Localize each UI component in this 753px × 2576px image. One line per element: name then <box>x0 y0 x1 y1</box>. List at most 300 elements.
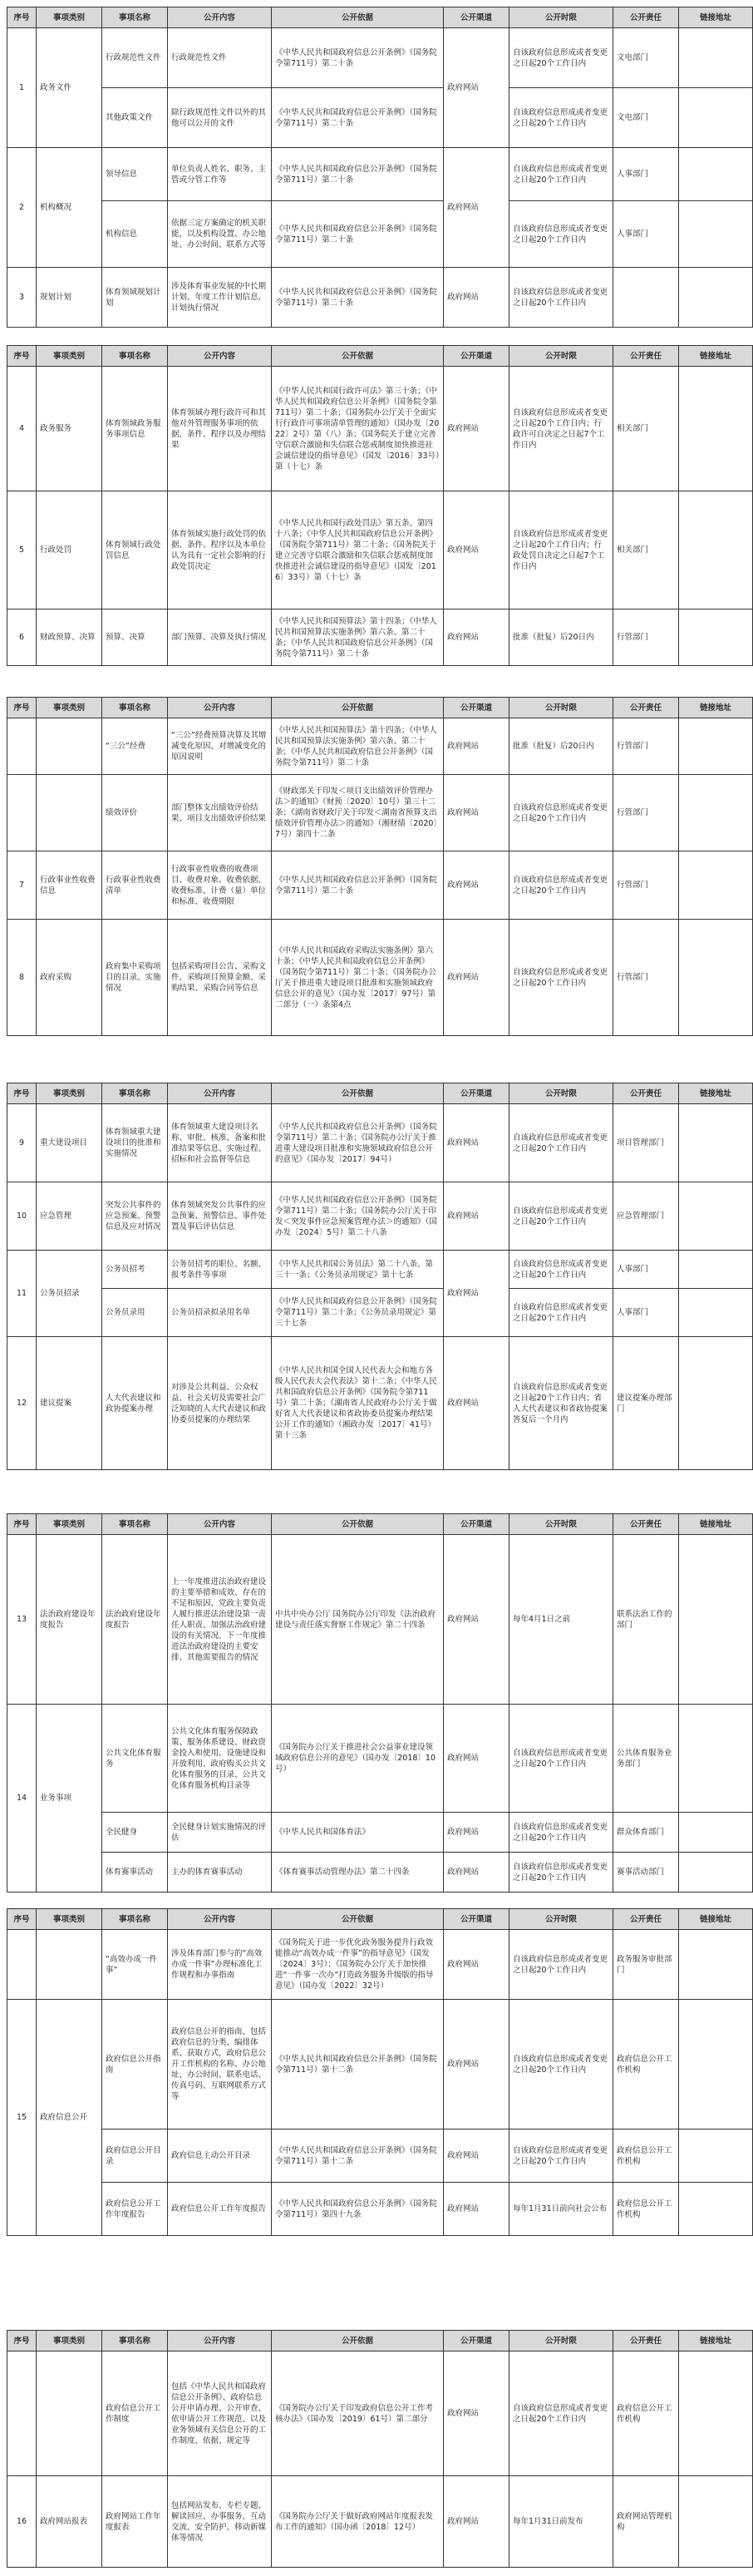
header-category: 事项类别 <box>37 2331 102 2351</box>
cell-no: 1 <box>7 28 37 148</box>
table-row <box>7 1813 753 1853</box>
cell-content: 体育领域实施行政处罚的依据、条件、程序以及本单位认为具有一定社会影响的行政处罚决定 <box>168 491 272 609</box>
header-link: 链接地址 <box>679 1909 753 1930</box>
cell-time: 自该政府信息形成或者变更之日起20个工作日内 <box>509 920 613 1036</box>
cell-responsibility: 相关部门 <box>613 367 679 491</box>
header-category: 事项类别 <box>37 1514 102 1535</box>
header-responsibility: 公开责任 <box>613 1083 679 1104</box>
header-basis: 公开依据 <box>272 2331 444 2351</box>
cell-responsibility: 文电部门 <box>613 88 679 148</box>
cell-channel: 政府网站 <box>444 28 509 148</box>
cell-responsibility: 群众体育部门 <box>613 1813 679 1853</box>
cell-time: 自该政府信息形成或者变更之日起20个工作日内 <box>509 1289 613 1337</box>
cell-basis: 《中华人民共和国政府信息公开条例》（国务院令第711号）第二十条 <box>272 851 444 920</box>
cell-category: 业务事项 <box>37 1705 102 1893</box>
cell-content: 公务员招录拟录用名单 <box>168 1289 272 1337</box>
cell-category: 政府采购 <box>37 920 102 1036</box>
cell-category: 规划计划 <box>37 268 102 328</box>
cell-no: 11 <box>7 1251 37 1337</box>
cell-content: 体育领域突发公共事件的应急预案、预警信息、事件处置及事后评估信息 <box>168 1182 272 1251</box>
header-name: 事项名称 <box>102 2331 168 2351</box>
cell-time: 每年1月31日前发布 <box>509 2476 613 2568</box>
header-no: 序号 <box>7 7 37 28</box>
header-category: 事项类别 <box>37 698 102 718</box>
cell-no: 5 <box>7 491 37 609</box>
cell-link[interactable] <box>679 2183 753 2236</box>
header-content: 公开内容 <box>168 698 272 718</box>
header-link: 链接地址 <box>679 2331 753 2351</box>
table-row <box>7 201 753 268</box>
header-name: 事项名称 <box>102 346 168 367</box>
table-row <box>7 920 753 1036</box>
cell-link[interactable] <box>679 775 753 851</box>
cell-basis: 《体育赛事活动管理办法》第二十四条 <box>272 1853 444 1893</box>
cell-responsibility <box>613 268 679 328</box>
cell-no: 6 <box>7 609 37 666</box>
header-name: 事项名称 <box>102 1514 168 1535</box>
cell-time: 批准（批复）后20日内 <box>509 718 613 775</box>
header-responsibility: 公开责任 <box>613 1514 679 1535</box>
table-row <box>7 491 753 609</box>
cell-name: 体育赛事活动 <box>102 1853 168 1893</box>
cell-responsibility: 行管部门 <box>613 920 679 1036</box>
table-row <box>7 1535 753 1705</box>
cell-link[interactable] <box>679 2000 753 2129</box>
cell-no: 15 <box>7 2000 37 2236</box>
header-content: 公开内容 <box>168 1083 272 1104</box>
cell-no <box>7 775 37 851</box>
header-content: 公开内容 <box>168 346 272 367</box>
cell-content: 包括采购项目公告、采购文件、采购项目预算金额、采购结果、采购合同等信息 <box>168 920 272 1036</box>
cell-content: 公共文化体育服务保障政策、服务体系建设、财政资金投入和使用、设施建设和开放利用、政府购买公共文化体育服务的目录、公共文化体育服务机构目录等 <box>168 1705 272 1813</box>
cell-category <box>37 2351 102 2476</box>
cell-name: 预算、决算 <box>102 609 168 666</box>
header-no: 序号 <box>7 1083 37 1104</box>
cell-link[interactable] <box>679 718 753 775</box>
cell-channel: 政府网站 <box>444 1182 509 1251</box>
cell-responsibility: 应急管理部门 <box>613 1182 679 1251</box>
header-name: 事项名称 <box>102 1083 168 1104</box>
header-responsibility: 公开责任 <box>613 346 679 367</box>
cell-basis: 《财政部关于印发＜项目支出绩效评价管理办法＞的通知》（财预〔2020〕10号）第三十二条；《湖南省财政厅关于印发＜湖南省预算支出绩效评价管理办法＞的通知》（湘财绩〔2020〕7号）第四十二条 <box>272 775 444 851</box>
cell-link[interactable] <box>679 920 753 1036</box>
cell-channel: 政府网站 <box>444 1104 509 1182</box>
table-row <box>7 88 753 148</box>
cell-time: 自该政府信息形成或者变更之日起20个工作日内 <box>509 28 613 88</box>
header-link: 链接地址 <box>679 7 753 28</box>
cell-channel: 政府网站 <box>444 920 509 1036</box>
cell-responsibility: 行管部门 <box>613 851 679 920</box>
cell-channel: 政府网站 <box>444 2476 509 2568</box>
cell-content: 主办的体育赛事活动 <box>168 1853 272 1893</box>
header-row <box>7 7 753 28</box>
cell-responsibility: 项目管理部门 <box>613 1104 679 1182</box>
cell-time: 每年4月1日之前 <box>509 1535 613 1705</box>
table-row <box>7 148 753 201</box>
cell-link[interactable] <box>679 1930 753 2000</box>
cell-no: 10 <box>7 1182 37 1251</box>
table-row <box>7 1182 753 1251</box>
cell-name: “高效办成一件事” <box>102 1930 168 2000</box>
cell-channel: 政府网站 <box>444 491 509 609</box>
cell-name: 全民健身 <box>102 1813 168 1853</box>
cell-time: 自该政府信息形成或者变更之日起20个工作日内 <box>509 1104 613 1182</box>
cell-category: 机构概况 <box>37 148 102 268</box>
cell-name: 机构信息 <box>102 201 168 268</box>
cell-basis: 《中华人民共和国政府信息公开条例》（国务院令第711号）第二十条；《公务员录用规定》第三十七条 <box>272 1289 444 1337</box>
cell-link[interactable] <box>679 201 753 268</box>
cell-channel: 政府网站 <box>444 2351 509 2476</box>
cell-responsibility: 行管部门 <box>613 609 679 666</box>
cell-basis: 《中华人民共和国政府信息公开条例》（国务院令第711号）第二十条 <box>272 28 444 88</box>
cell-basis: 《中华人民共和国行政许可法》第三十条；《中华人民共和国政府信息公开条例》（国务院令第711号）第二十条；《国务院办公厅关于全面实行行政许可事项清单管理的通知》（国办发〔2022〕2号）第（八）条；《国务院关于建立完善守信联合激励和失信联合惩戒制度加快推进社会诚信建设的指导意见》（国发〔2016〕33号）第（十七）条 <box>272 367 444 491</box>
cell-basis: 《中华人民共和国公务员法》第二十八条、第三十一条；《公务员录用规定》第十七条 <box>272 1251 444 1289</box>
cell-channel: 政府网站 <box>444 2129 509 2183</box>
cell-category: 应急管理 <box>37 1182 102 1251</box>
cell-basis: 《中华人民共和国政府信息公开条例》（国务院令第711号）第二十条 <box>272 201 444 268</box>
header-channel: 公开渠道 <box>444 346 509 367</box>
cell-name: 政府网站工作年度报表 <box>102 2476 168 2568</box>
header-category: 事项类别 <box>37 1909 102 1930</box>
cell-category: 行政事业性收费信息 <box>37 851 102 920</box>
cell-link[interactable] <box>679 1813 753 1853</box>
header-no: 序号 <box>7 698 37 718</box>
cell-name: 其他政策文件 <box>102 88 168 148</box>
cell-category: 政务文件 <box>37 28 102 148</box>
cell-content: 部门整体支出绩效评价结果、项目支出绩效评价结果 <box>168 775 272 851</box>
header-no: 序号 <box>7 1909 37 1930</box>
header-row <box>7 1514 753 1535</box>
header-time: 公开时限 <box>509 1514 613 1535</box>
cell-no: 12 <box>7 1337 37 1470</box>
header-link: 链接地址 <box>679 698 753 718</box>
cell-basis: 《中华人民共和国政府信息公开条例》（国务院令第711号）第四十九条 <box>272 2183 444 2236</box>
header-category: 事项类别 <box>37 1083 102 1104</box>
header-row <box>7 698 753 718</box>
cell-channel: 政府网站 <box>444 851 509 920</box>
cell-link[interactable] <box>679 28 753 88</box>
cell-content: 涉及体育事业发展的中长期计划、年度工作计划信息、计划执行情况 <box>168 268 272 328</box>
table-row <box>7 1104 753 1182</box>
cell-name: 体育领域规划计划 <box>102 268 168 328</box>
cell-time: 自该政府信息形成或者变更之日起20个工作日内 <box>509 2351 613 2476</box>
table-row <box>7 2476 753 2568</box>
cell-no: 9 <box>7 1104 37 1182</box>
header-link: 链接地址 <box>679 1514 753 1535</box>
cell-content: 行政事业性收费的收费项目、收费对象、收费依据、收费标准、计费（量）单位和标准、收费期限 <box>168 851 272 920</box>
cell-name: 绩效评价 <box>102 775 168 851</box>
cell-link[interactable] <box>679 1705 753 1813</box>
cell-no: 3 <box>7 268 37 328</box>
cell-category: 公务员招录 <box>37 1251 102 1337</box>
table-row <box>7 775 753 851</box>
cell-category: 建议提案 <box>37 1337 102 1470</box>
header-channel: 公开渠道 <box>444 2331 509 2351</box>
cell-responsibility: 政务服务审批部门 <box>613 1930 679 2000</box>
header-name: 事项名称 <box>102 7 168 28</box>
cell-channel: 政府网站 <box>444 1337 509 1470</box>
cell-responsibility: 人事部门 <box>613 1289 679 1337</box>
cell-content: 包括《中华人民共和国政府信息公开条例》、政府信息公开申请办理、公开审查、依申请公开工作规范、以及业务领域有关信息公开的工作制度、依据、规定等 <box>168 2351 272 2476</box>
cell-channel: 政府网站 <box>444 1251 509 1337</box>
header-responsibility: 公开责任 <box>613 698 679 718</box>
disclosure-table-page-2 <box>7 345 753 666</box>
disclosure-table-page-4 <box>7 1083 753 1470</box>
header-basis: 公开依据 <box>272 1083 444 1104</box>
cell-channel: 政府网站 <box>444 367 509 491</box>
cell-time: 自该政府信息形成或者变更之日起20个工作日内；省人大代表建议和省政协提案答复后一个月内 <box>509 1337 613 1470</box>
cell-name: 政府信息公开目录 <box>102 2129 168 2183</box>
cell-content: 上一年度推进法治政府建设的主要举措和成效、存在的不足和原因、党政主要负责人履行推进法治建设第一责任人职责、加强法治政府建设的有关情况、下一年度推进法治政府建设的主要安排、其他需要报告的情况 <box>168 1535 272 1705</box>
cell-link[interactable] <box>679 1853 753 1893</box>
cell-content: 涉及体育部门参与的“高效办成一件事”办理标准化工作规程和办事指南 <box>168 1930 272 2000</box>
cell-responsibility: 政府信息公开工作机构 <box>613 2000 679 2129</box>
cell-basis: 《中华人民共和国行政处罚法》第五条、第四十八条；《中华人民共和国政府信息公开条例》（国务院令第711号）第二十条；《国务院关于建立完善守信联合激励和失信联合惩戒制度加快推进社会诚信建设的指导意见》（国发〔2016〕33号）第（十七）条 <box>272 491 444 609</box>
table-row <box>7 851 753 920</box>
cell-time: 自该政府信息形成或者变更之日起20个工作日内 <box>509 88 613 148</box>
cell-no <box>7 2351 37 2476</box>
cell-responsibility: 政府网站管理机构 <box>613 2476 679 2568</box>
cell-time: 自该政府信息形成或者变更之日起20个工作日内 <box>509 148 613 201</box>
cell-link[interactable] <box>679 2476 753 2568</box>
cell-channel: 政府网站 <box>444 718 509 775</box>
cell-name: 政府信息公开工作制度 <box>102 2351 168 2476</box>
cell-link[interactable] <box>679 1182 753 1251</box>
table-row <box>7 2000 753 2129</box>
cell-channel: 政府网站 <box>444 2183 509 2236</box>
cell-category <box>37 718 102 775</box>
table-row <box>7 2351 753 2476</box>
table-row <box>7 1705 753 1813</box>
cell-content: 除行政规范性文件以外的其他可以公开的文件 <box>168 88 272 148</box>
cell-no: 14 <box>7 1705 37 1893</box>
cell-name: 政府信息公开工作年度报告 <box>102 2183 168 2236</box>
cell-category: 法治政府建设年度报告 <box>37 1535 102 1705</box>
cell-responsibility: 政府信息公开工作机构 <box>613 2129 679 2183</box>
header-time: 公开时限 <box>509 1083 613 1104</box>
header-time: 公开时限 <box>509 698 613 718</box>
cell-link[interactable] <box>679 1104 753 1182</box>
header-link: 链接地址 <box>679 346 753 367</box>
cell-name: 体育领域政务服务事项信息 <box>102 367 168 491</box>
cell-link[interactable] <box>679 2351 753 2476</box>
cell-responsibility: 政府信息公开工作机构 <box>613 2183 679 2236</box>
header-channel: 公开渠道 <box>444 1514 509 1535</box>
cell-channel: 政府网站 <box>444 148 509 268</box>
table-row <box>7 1337 753 1470</box>
cell-name: “三公”经费 <box>102 718 168 775</box>
header-basis: 公开依据 <box>272 346 444 367</box>
table-row <box>7 1289 753 1337</box>
disclosure-table-page-1 <box>7 7 753 328</box>
cell-content: 行政规范性文件 <box>168 28 272 88</box>
cell-name: 公务员招考 <box>102 1251 168 1289</box>
header-basis: 公开依据 <box>272 1909 444 1930</box>
cell-name: 行政事业性收费清单 <box>102 851 168 920</box>
cell-channel: 政府网站 <box>444 609 509 666</box>
cell-content: 依据三定方案确定的机关职能，以及机构设置、办公地址、办公时间、联系方式等 <box>168 201 272 268</box>
cell-basis: 《中华人民共和国政府信息公开条例》（国务院令第711号）第二十条；《国务院办公厅关于推进重大建设项目批准和实施领域政府信息公开的意见》（国办发〔2017〕94号） <box>272 1104 444 1182</box>
header-content: 公开内容 <box>168 1909 272 1930</box>
cell-name: 政府信息公开指南 <box>102 2000 168 2129</box>
cell-category: 行政处罚 <box>37 491 102 609</box>
cell-link[interactable] <box>679 1535 753 1705</box>
cell-name: 公共文化体育服务 <box>102 1705 168 1813</box>
header-responsibility: 公开责任 <box>613 1909 679 1930</box>
cell-no <box>7 718 37 775</box>
cell-no <box>7 1930 37 2000</box>
header-responsibility: 公开责任 <box>613 7 679 28</box>
cell-channel: 政府网站 <box>444 268 509 328</box>
cell-name: 行政规范性文件 <box>102 28 168 88</box>
cell-content: 体育领域重大建设项目名称、审批、核准、备案和批准结果等信息、实施过程、招标和社会监督等信息 <box>168 1104 272 1182</box>
cell-no: 7 <box>7 851 37 920</box>
header-name: 事项名称 <box>102 1909 168 1930</box>
cell-basis: 《国务院办公厅关于印发政府信息公开工作考核办法》（国办发〔2019〕61号）第二部分 <box>272 2351 444 2476</box>
cell-link[interactable] <box>679 851 753 920</box>
disclosure-table-page-6 <box>7 1908 753 2236</box>
header-category: 事项类别 <box>37 346 102 367</box>
header-time: 公开时限 <box>509 346 613 367</box>
cell-time: 自该政府信息形成或者变更之日起20个工作日内 <box>509 2000 613 2129</box>
cell-category: 重大建设项目 <box>37 1104 102 1182</box>
header-link: 链接地址 <box>679 1083 753 1104</box>
cell-responsibility: 文电部门 <box>613 28 679 88</box>
cell-basis: 《中华人民共和国政府信息公开条例》（国务院令第711号）第十二条 <box>272 2000 444 2129</box>
cell-link[interactable] <box>679 88 753 148</box>
cell-basis: 《国务院关于进一步优化政务服务提升行政效能推动“高效办成一件事”的指导意见》（国发〔2024〕3号）；《国务院办公厅关于加快推进“一件事一次办”打造政务服务升级版的指导意见》（国办发〔2022〕32号） <box>272 1930 444 2000</box>
cell-name: 领导信息 <box>102 148 168 201</box>
cell-responsibility: 行管部门 <box>613 718 679 775</box>
cell-time: 自该政府信息形成或者变更之日起20个工作日内 <box>509 1853 613 1893</box>
table-row <box>7 1251 753 1289</box>
cell-basis: 《中华人民共和国政府信息公开条例》（国务院令第711号）第二十条 <box>272 148 444 201</box>
cell-link[interactable] <box>679 1289 753 1337</box>
table-row <box>7 367 753 491</box>
cell-no: 13 <box>7 1535 37 1705</box>
header-time: 公开时限 <box>509 2331 613 2351</box>
cell-channel: 政府网站 <box>444 2000 509 2129</box>
table-row <box>7 1930 753 2000</box>
cell-responsibility: 人事部门 <box>613 1251 679 1289</box>
table-row <box>7 609 753 666</box>
header-content: 公开内容 <box>168 7 272 28</box>
cell-content: 单位负责人姓名、职务、主管或分管工作等 <box>168 148 272 201</box>
header-basis: 公开依据 <box>272 7 444 28</box>
cell-link[interactable] <box>679 491 753 609</box>
cell-content: 政府信息主动公开目录 <box>168 2129 272 2183</box>
cell-link[interactable] <box>679 367 753 491</box>
cell-basis: 《中华人民共和国政府信息公开条例》（国务院令第711号）第二十条 <box>272 88 444 148</box>
header-content: 公开内容 <box>168 1514 272 1535</box>
header-category: 事项类别 <box>37 7 102 28</box>
cell-category: 财政预算、决算 <box>37 609 102 666</box>
cell-channel: 政府网站 <box>444 1813 509 1853</box>
cell-responsibility: 人事部门 <box>613 148 679 201</box>
cell-basis: 《中华人民共和国政府信息公开条例》（国务院令第711号）第二十条；《国务院办公厅关于印发＜突发事件应急预案管理办法＞的通知》（国办发〔2024〕5号）第二十八条 <box>272 1182 444 1251</box>
header-channel: 公开渠道 <box>444 1083 509 1104</box>
cell-link[interactable] <box>679 609 753 666</box>
cell-content: 部门预算、决算及执行情况 <box>168 609 272 666</box>
cell-link[interactable] <box>679 1251 753 1289</box>
cell-basis: 《中华人民共和国政府采购法实施条例》第六十条；《中华人民共和国政府信息公开条例》（国务院令第711号）第二十条；《国务院办公厅关于推进重大建设项目批准和实施领域政府信息公开的意见》（国办发〔2017〕97号）第二部分（一）条第4点 <box>272 920 444 1036</box>
cell-no: 8 <box>7 920 37 1036</box>
header-name: 事项名称 <box>102 698 168 718</box>
cell-category: 政府网站报表 <box>37 2476 102 2568</box>
cell-channel: 政府网站 <box>444 1705 509 1813</box>
cell-link[interactable] <box>679 2129 753 2183</box>
cell-channel: 政府网站 <box>444 1853 509 1893</box>
cell-responsibility: 建议提案办理部门 <box>613 1337 679 1470</box>
cell-link[interactable] <box>679 1337 753 1470</box>
cell-no: 16 <box>7 2476 37 2568</box>
cell-basis: 《中华人民共和国政府信息公开条例》（国务院令第711号）第二十条 <box>272 268 444 328</box>
disclosure-table-page-5 <box>7 1513 753 1893</box>
table-row <box>7 268 753 328</box>
header-row <box>7 346 753 367</box>
cell-name: 公务员录用 <box>102 1289 168 1337</box>
cell-time: 自该政府信息形成或者变更之日起20个工作日内 <box>509 851 613 920</box>
cell-name: 体育领域行政处罚信息 <box>102 491 168 609</box>
cell-time: 自该政府信息形成或者变更之日起20个工作日内；行政许可自决定之日起7个工作日内 <box>509 367 613 491</box>
cell-content: 体育领域办理行政许可和其他对外管理服务事项的依据、条件、程序以及办理结果 <box>168 367 272 491</box>
cell-responsibility: 行管部门 <box>613 775 679 851</box>
cell-category <box>37 1930 102 2000</box>
cell-time: 自该政府信息形成或者变更之日起20个工作日内 <box>509 1251 613 1289</box>
cell-link[interactable] <box>679 268 753 328</box>
cell-basis: 《中华人民共和国体育法》 <box>272 1813 444 1853</box>
header-channel: 公开渠道 <box>444 7 509 28</box>
table-row <box>7 28 753 88</box>
cell-name: 体育领域重大建设项目的批准和实施情况 <box>102 1104 168 1182</box>
disclosure-table-page-3 <box>7 697 753 1036</box>
cell-channel: 政府网站 <box>444 1930 509 2000</box>
table-row <box>7 718 753 775</box>
cell-content: 政府信息公开工作年度报告 <box>168 2183 272 2236</box>
cell-responsibility: 政府信息公开工作机构 <box>613 2351 679 2476</box>
cell-name: 法治政府建设年度报告 <box>102 1535 168 1705</box>
cell-channel: 政府网站 <box>444 1535 509 1705</box>
cell-basis: 《国务院办公厅关于推进社会公益事业建设领域政府信息公开的意见》（国办发〔2018〕10号） <box>272 1705 444 1813</box>
cell-time: 自该政府信息形成或者变更之日起20个工作日内 <box>509 1930 613 2000</box>
cell-link[interactable] <box>679 148 753 201</box>
cell-time: 每年1月31日前向社会公布 <box>509 2183 613 2236</box>
header-responsibility: 公开责任 <box>613 2331 679 2351</box>
cell-content: 包括网站发布、专栏专题、解读回应、办事服务、互动交流、安全防护、移动新媒体等情况 <box>168 2476 272 2568</box>
disclosure-table-page-7 <box>7 2330 753 2568</box>
cell-category <box>37 775 102 851</box>
cell-responsibility: 赛事活动部门 <box>613 1853 679 1893</box>
header-basis: 公开依据 <box>272 698 444 718</box>
cell-basis: 《中华人民共和国预算法》第十四条；《中华人民共和国预算法实施条例》第六条、第二十条；《中华人民共和国政府信息公开条例》（国务院令第711号）第二十条 <box>272 609 444 666</box>
cell-content: 全民健身计划实施情况的评估 <box>168 1813 272 1853</box>
cell-channel: 政府网站 <box>444 775 509 851</box>
cell-name: 人大代表建议和政协提案办理 <box>102 1337 168 1470</box>
cell-time: 自该政府信息形成或者变更之日起20个工作日内 <box>509 268 613 328</box>
table-row <box>7 2129 753 2183</box>
table-row <box>7 1853 753 1893</box>
cell-basis: 《国务院办公厅关于做好政府网站年度报表发布工作的通知》（国办函〔2018〕12号） <box>272 2476 444 2568</box>
header-no: 序号 <box>7 1514 37 1535</box>
cell-basis: 中共中央办公厅 国务院办公厅印发《法治政府建设与责任落实督察工作规定》第二十四条 <box>272 1535 444 1705</box>
cell-basis: 《中华人民共和国政府信息公开条例》（国务院令第711号）第十二条 <box>272 2129 444 2183</box>
cell-content: 对涉及公共利益、公众权益、社会关切及需要社会广泛知晓的人大代表建议和政协委员提案的办理结果 <box>168 1337 272 1470</box>
cell-content: 政府信息公开的指南，包括政府信息的分类、编排体系、获取方式，政府信息公开工作机构的名称、办公地址、办公时间、联系电话、传真号码、互联网联系方式等 <box>168 2000 272 2129</box>
cell-content: “三公”经费预算决算及其增减变化原因、对增减变化的原因说明 <box>168 718 272 775</box>
cell-category: 政务服务 <box>37 367 102 491</box>
table-row <box>7 2183 753 2236</box>
header-row <box>7 1909 753 1930</box>
